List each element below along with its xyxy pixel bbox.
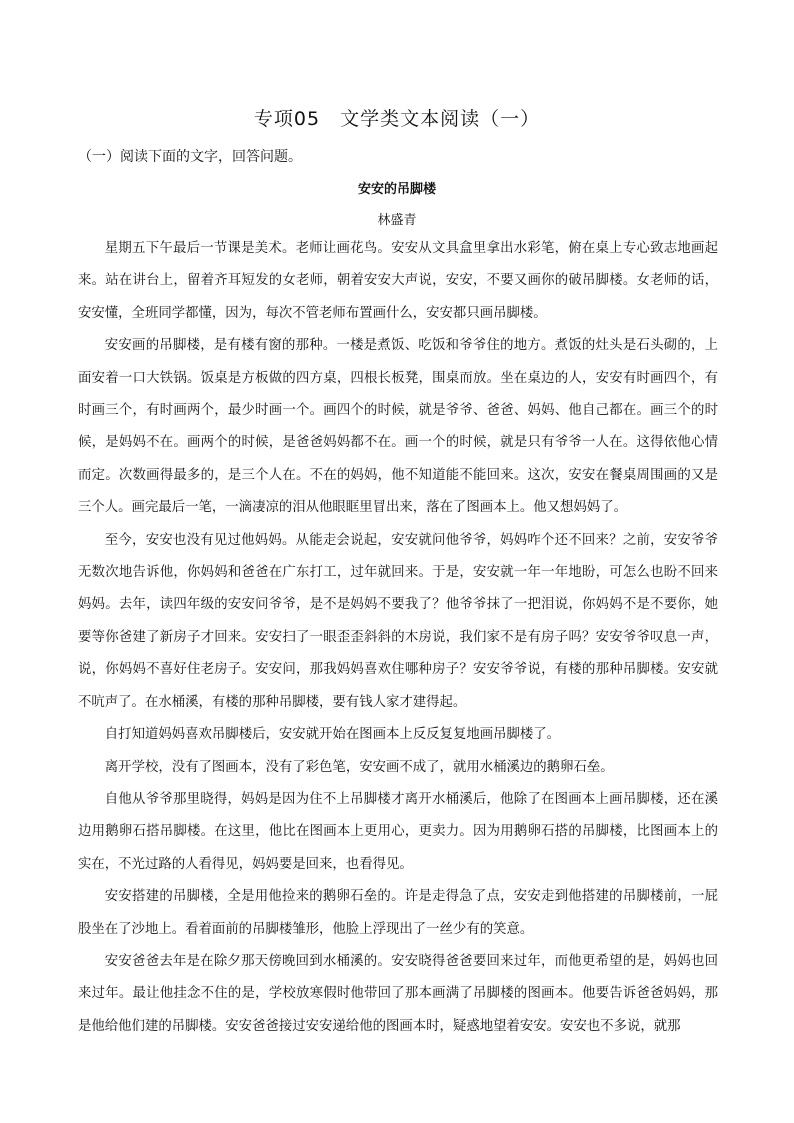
paragraph: 离开学校，没有了图画本，没有了彩色笔，安安画不成了，就用水桶溪边的鹅卵石垒。 <box>104 759 614 775</box>
document-title: 专项05 文学类文本阅读（一） <box>253 108 541 130</box>
story-body <box>78 233 718 1043</box>
paragraph: 至今，安安也没有见过他妈妈。从能走会说起，安安就问他爷爷，妈妈咋个还不回来？之前，安安爷爷无数次地告诉他，你妈妈和爸爸在广东打工，过年就回来。于是，安安就一年一年地盼，可怎么也盼不回来妈妈。去年，读四年级的安安问爷爷，是不是妈妈不要我了？他爷爷抹了一把泪说，你妈妈不是不要你，她要等你爸建了新房子才回来。安安扫了一眼歪歪斜斜的木房说，我们家不是有房子吗？安安爷爷叹息一声，说，你妈妈不喜好住老房子。安安问，那我妈妈喜欢住哪种房子？安安爷爷说，有楼的那种吊脚楼。安安就不吭声了。在水桶溪，有楼的那种吊脚楼，要有钱人家才建得起。 <box>78 532 718 710</box>
paragraph: 自他从爷爷那里晓得，妈妈是因为住不上吊脚楼才离开水桶溪后，他除了在图画本上画吊脚楼，还在溪边用鹅卵石搭吊脚楼。在这里，他比在图画本上更用心，更卖力。因为用鹅卵石搭的吊脚楼，比图画本上的实在，不光过路的人看得见，妈妈要是回来，也看得见。 <box>78 791 718 872</box>
paragraph: 安安搭建的吊脚楼，全是用他捡来的鹅卵石垒的。许是走得急了点，安安走到他搭建的吊脚楼前，一屁股坐在了沙地上。看着面前的吊脚楼雏形，他脸上浮现出了一丝少有的笑意。 <box>78 889 718 937</box>
reading-instruction: （一）阅读下面的文字，回答问题。 <box>78 149 302 165</box>
paragraph: 星期五下午最后一节课是美术。老师让画花鸟。安安从文具盒里拿出水彩笔，俯在桌上专心致志地画起来。站在讲台上，留着齐耳短发的女老师，朝着安安大声说，安安，不要又画你的破吊脚楼。女老师的话，安安懂，全班同学都懂，因为，每次不管老师布置画什么，安安都只画吊脚楼。 <box>78 241 718 321</box>
paragraph: 安安画的吊脚楼，是有楼有窗的那种。一楼是煮饭、吃饭和爷爷住的地方。煮饭的灶头是石头砌的，上面安着一口大铁锅。饭桌是方板做的四方桌，四根长板凳，围桌而放。坐在桌边的人，安安有时画四个，有时画三个，有时画两个，最少时画一个。画四个的时候，就是爷爷、爸爸、妈妈、他自己都在。画三个的时候，是妈妈不在。画两个的时候，是爸爸妈妈都不在。画一个的时候，就是只有爷爷一人在。这得依他心情而定。次数画得最多的，是三个人在。不在的妈妈，他不知道能不能回来。这次，安安在餐桌周围画的又是三个人。画完最后一笔，一滴凄凉的泪从他眼眶里冒出来，落在了图画本上。他又想妈妈了。 <box>78 338 718 516</box>
paragraph: 安安爸爸去年是在除夕那天傍晚回到水桶溪的。安安晓得爸爸要回来过年，而他更希望的是，妈妈也回来过年。最让他挂念不住的是，学校放寒假时他带回了那本画满了吊脚楼的图画本。他要告诉爸爸妈妈，那是他给他们建的吊脚楼。安安爸爸接过安安递给他的图画本时，疑惑地望着安安。安安也不多说，就那 <box>78 953 718 1034</box>
story-author: 林盛青 <box>377 213 417 228</box>
story-title: 安安的吊脚楼 <box>357 182 436 197</box>
paragraph: 自打知道妈妈喜欢吊脚楼后，安安就开始在图画本上反反复复地画吊脚楼了。 <box>104 727 561 743</box>
